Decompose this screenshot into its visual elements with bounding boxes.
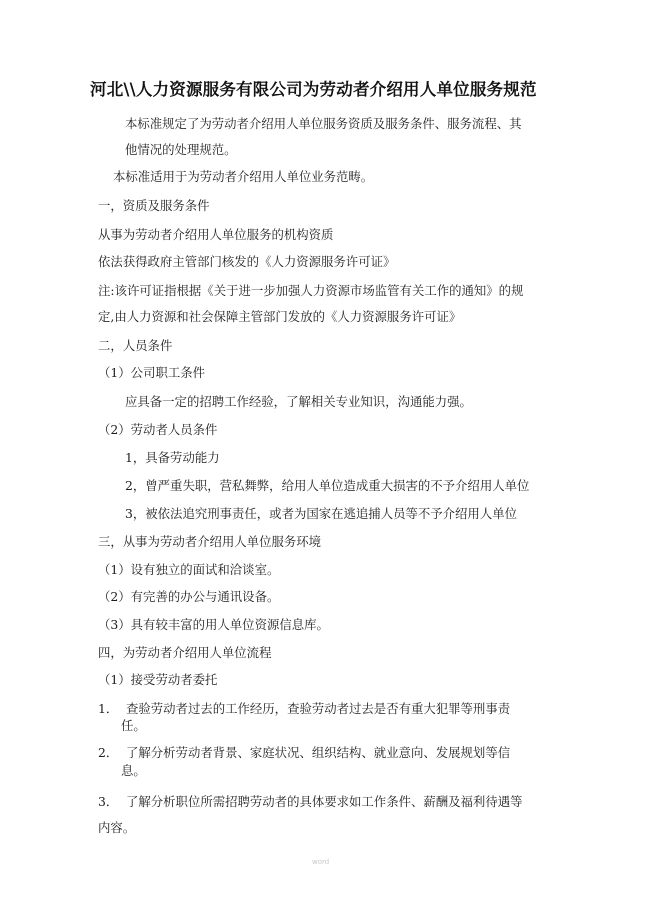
- step-item: [98, 743, 510, 761]
- note-line: 注:该许可证指根据《关于进一步加强人力资源市场监管有关工作的通知》的规: [98, 283, 524, 298]
- step-number: 2．: [98, 745, 119, 760]
- list-item: （2）有完善的办公与通讯设备。: [98, 589, 280, 604]
- body-line: 应具备一定的招聘工作经验，了解相关专业知识，沟通能力强。: [125, 394, 472, 409]
- section-heading: 一，资质及服务条件: [98, 198, 210, 213]
- step-item: [98, 792, 523, 810]
- step-continuation: 内容。: [98, 820, 136, 835]
- document-title: 河北\\人力资源服务有限公司为劳动者介绍用人单位服务规范: [90, 80, 537, 99]
- step-item: [98, 699, 510, 717]
- list-item: 2，曾严重失职，营私舞弊，给用人单位造成重大损害的不予介绍用人单位: [125, 478, 530, 493]
- intro-line: 本标准适用于为劳动者介绍用人单位业务范畴。: [113, 169, 374, 184]
- subsection-heading: （1）接受劳动者委托: [98, 672, 218, 687]
- list-item: 3，被依法追究刑事责任，或者为国家在逃追捕人员等不予介绍用人单位: [125, 506, 517, 521]
- intro-line: 他情况的处理规范。: [125, 142, 237, 157]
- step-number: 3．: [98, 794, 119, 809]
- step-text: 了解分析职位所需招聘劳动者的具体要求如工作条件、薪酬及福利待遇等: [126, 794, 523, 809]
- body-line: 从事为劳动者介绍用人单位服务的机构资质: [98, 227, 334, 242]
- subsection-heading: （1）公司职工条件: [98, 365, 206, 380]
- page-footer: word: [312, 858, 330, 866]
- step-number: 1．: [98, 701, 119, 716]
- intro-line: 本标准规定了为劳动者介绍用人单位服务资质及服务条件、服务流程、其: [125, 116, 522, 131]
- section-heading: 四，为劳动者介绍用人单位流程: [98, 645, 272, 660]
- body-line: 依法获得政府主管部门核发的《人力资源服务许可证》: [98, 254, 396, 269]
- step-text: 查验劳动者过去的工作经历，查验劳动者过去是否有重大犯罪等刑事责: [126, 701, 511, 716]
- step-continuation: 息。: [121, 763, 146, 778]
- section-heading: 二，人员条件: [98, 338, 173, 353]
- list-item: （1）设有独立的面试和洽谈室。: [98, 562, 280, 577]
- step-text: 了解分析劳动者背景、家庭状况、组织结构、就业意向、发展规划等信: [126, 745, 511, 760]
- note-line: 定,由人力资源和社会保障主管部门发放的《人力资源服务许可证》: [98, 309, 462, 324]
- section-heading: 三，从事为劳动者介绍用人单位服务环境: [98, 534, 322, 549]
- list-item: 1，具备劳动能力: [125, 450, 220, 465]
- step-continuation: 任。: [121, 718, 146, 733]
- list-item: （3）具有较丰富的用人单位资源信息库。: [98, 617, 329, 632]
- subsection-heading: （2）劳动者人员条件: [98, 422, 218, 437]
